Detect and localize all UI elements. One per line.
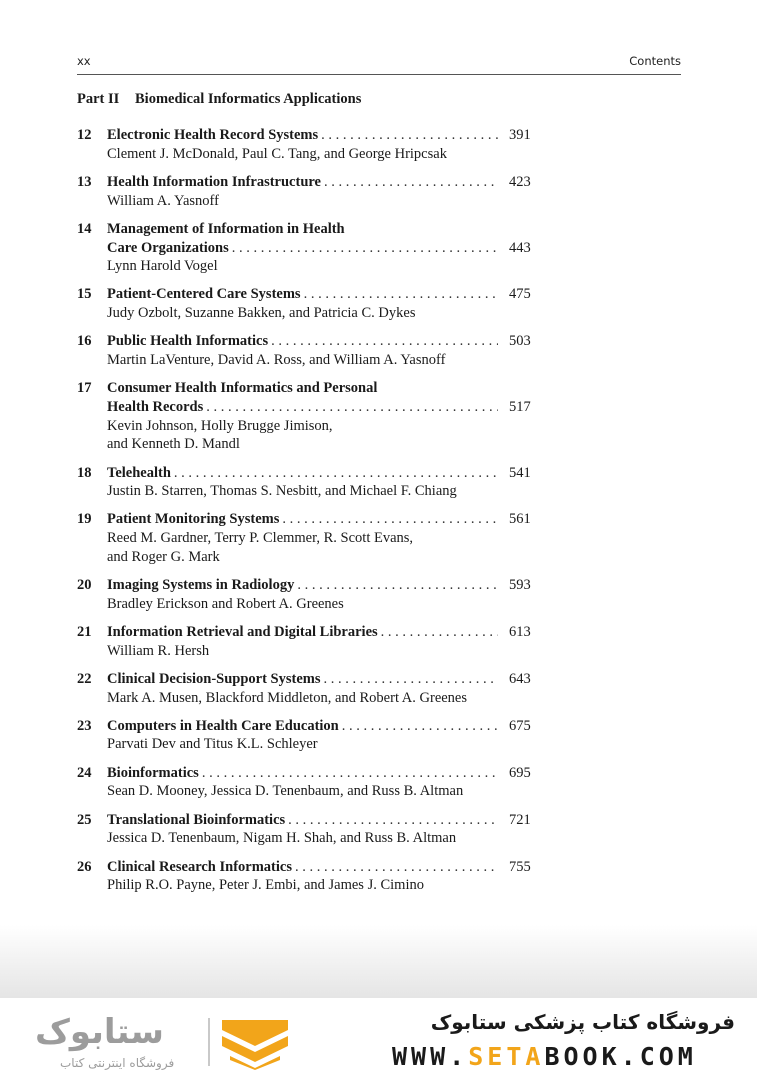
page-number: 695 [509, 764, 531, 781]
dot-leader [282, 510, 498, 529]
url-suffix: BOOK.COM [544, 1042, 697, 1071]
part-label: Part II [77, 91, 120, 107]
toc-entry [77, 717, 557, 754]
page-number: 643 [509, 670, 531, 687]
toc-entry [77, 576, 557, 613]
chapter-authors: Martin LaVenture, David A. Ross, and William A. Yasnoff [107, 352, 446, 369]
chapter-authors: Jessica D. Tenenbaum, Nigam H. Shah, and Russ B. Altman [107, 830, 457, 847]
toc-entry [77, 510, 557, 566]
chapter-authors: and Kenneth D. Mandl [107, 436, 240, 453]
chapter-number: 25 [77, 811, 92, 828]
chapter-authors: Kevin Johnson, Holly Brugge Jimison, [107, 417, 333, 434]
page-number: 503 [509, 333, 531, 350]
chapter-title[interactable]: Telehealth [107, 464, 171, 481]
page-shadow [0, 925, 757, 1000]
toc-entry [77, 332, 557, 369]
chapter-number: 19 [77, 511, 92, 528]
chapter-number: 24 [77, 764, 92, 781]
chapter-title[interactable]: Public Health Informatics [107, 333, 269, 350]
chapter-title[interactable]: Bioinformatics [107, 764, 199, 781]
chapter-title[interactable]: Health Records [107, 398, 204, 415]
page-number: 541 [509, 464, 531, 481]
chapter-authors: Justin B. Starren, Thomas S. Nesbitt, and Michael F. Chiang [107, 483, 457, 500]
dot-leader [381, 623, 498, 642]
chapter-authors: William A. Yasnoff [107, 192, 219, 209]
page-number: 613 [509, 623, 531, 640]
chapter-title[interactable]: Electronic Health Record Systems [107, 127, 319, 143]
dot-leader [324, 670, 499, 689]
chapter-authors: Bradley Erickson and Robert A. Greenes [107, 595, 344, 612]
chapter-title[interactable]: Clinical Decision-Support Systems [107, 670, 321, 687]
chapter-authors: William R. Hersh [107, 642, 210, 659]
chapter-title[interactable]: Patient-Centered Care Systems [107, 286, 301, 303]
page-number: 443 [509, 239, 531, 256]
dot-leader [297, 576, 498, 595]
chapter-title[interactable]: Management of Information in Health [107, 220, 345, 237]
store-logo-text: ستابوک [35, 1012, 164, 1052]
dot-leader [271, 332, 498, 351]
dot-leader [288, 811, 498, 830]
page-number: 475 [509, 286, 531, 303]
page-number: 517 [509, 398, 531, 415]
chapter-number: 21 [77, 623, 92, 640]
page-number: 423 [509, 173, 531, 190]
store-banner [0, 998, 757, 1080]
store-name: فروشگاه کتاب پزشکی ستابوک [430, 1010, 735, 1034]
page-number: 721 [509, 811, 531, 828]
toc-list [77, 126, 557, 904]
toc-entry [77, 126, 557, 163]
toc-entry [77, 623, 557, 660]
toc-entry [77, 764, 557, 801]
chapter-authors: Clement J. McDonald, Paul C. Tang, and George Hripcsak [107, 145, 447, 162]
dot-leader [321, 126, 498, 145]
part-heading [77, 91, 361, 108]
chapter-title[interactable]: Health Information Infrastructure [107, 173, 321, 190]
toc-entry [77, 379, 557, 454]
page-number: 391 [509, 127, 531, 143]
chapter-number: 22 [77, 670, 92, 687]
page-number: 561 [509, 511, 531, 528]
dot-leader [304, 285, 498, 304]
chapter-number: 12 [77, 127, 92, 143]
chapter-authors: Judy Ozbolt, Suzanne Bakken, and Patricia C. Dykes [107, 305, 416, 322]
chapter-title[interactable]: Translational Bioinformatics [107, 811, 286, 828]
running-header [77, 52, 681, 75]
chapter-title[interactable]: Consumer Health Informatics and Personal [107, 380, 378, 397]
toc-entry [77, 858, 557, 895]
part-title: Biomedical Informatics Applications [135, 91, 362, 107]
logo-divider [208, 1018, 210, 1066]
dot-leader [202, 764, 498, 783]
chapter-authors: Sean D. Mooney, Jessica D. Tenenbaum, and Russ B. Altman [107, 783, 464, 800]
book-stack-logo-icon [218, 1016, 292, 1070]
chapter-number: 23 [77, 717, 92, 734]
chapter-number: 13 [77, 173, 92, 190]
page-number: 755 [509, 858, 531, 875]
toc-entry [77, 670, 557, 707]
chapter-title[interactable]: Patient Monitoring Systems [107, 511, 280, 528]
chapter-number: 18 [77, 464, 92, 481]
toc-entry [77, 220, 557, 276]
chapter-number: 20 [77, 577, 92, 594]
dot-leader [232, 239, 498, 258]
chapter-authors: Lynn Harold Vogel [107, 258, 218, 275]
toc-entry [77, 173, 557, 210]
chapter-authors: Philip R.O. Payne, Peter J. Embi, and James J. Cimino [107, 877, 424, 894]
chapter-title[interactable]: Information Retrieval and Digital Libraries [107, 623, 378, 640]
chapter-authors: Parvati Dev and Titus K.L. Schleyer [107, 736, 318, 753]
chapter-authors: Reed M. Gardner, Terry P. Clemmer, R. Scott Evans, [107, 530, 414, 547]
chapter-number: 17 [77, 380, 92, 397]
chapter-authors: Mark A. Musen, Blackford Middleton, and Robert A. Greenes [107, 689, 468, 706]
page-number-roman: xx [77, 54, 91, 68]
chapter-number: 16 [77, 333, 92, 350]
page-number: 675 [509, 717, 531, 734]
toc-entry [77, 811, 557, 848]
dot-leader [342, 717, 498, 736]
chapter-number: 15 [77, 286, 92, 303]
chapter-title[interactable]: Imaging Systems in Radiology [107, 577, 295, 594]
url-prefix: WWW. [392, 1042, 469, 1071]
running-title: Contents [629, 54, 681, 68]
dot-leader [206, 398, 498, 417]
chapter-number: 26 [77, 858, 92, 875]
dot-leader [174, 464, 498, 483]
toc-entry [77, 464, 557, 501]
chapter-title[interactable]: Care Organizations [107, 239, 229, 256]
toc-entry [77, 285, 557, 322]
chapter-title[interactable]: Clinical Research Informatics [107, 858, 292, 875]
chapter-number: 14 [77, 220, 92, 237]
store-logo-subtitle: فروشگاه اینترنتی کتاب [60, 1056, 175, 1070]
dot-leader [295, 858, 498, 877]
dot-leader [324, 173, 498, 192]
url-accent: SETA [468, 1042, 545, 1071]
store-url[interactable] [392, 1042, 697, 1071]
chapter-authors: and Roger G. Mark [107, 548, 220, 565]
chapter-title[interactable]: Computers in Health Care Education [107, 717, 339, 734]
page-number: 593 [509, 577, 531, 594]
